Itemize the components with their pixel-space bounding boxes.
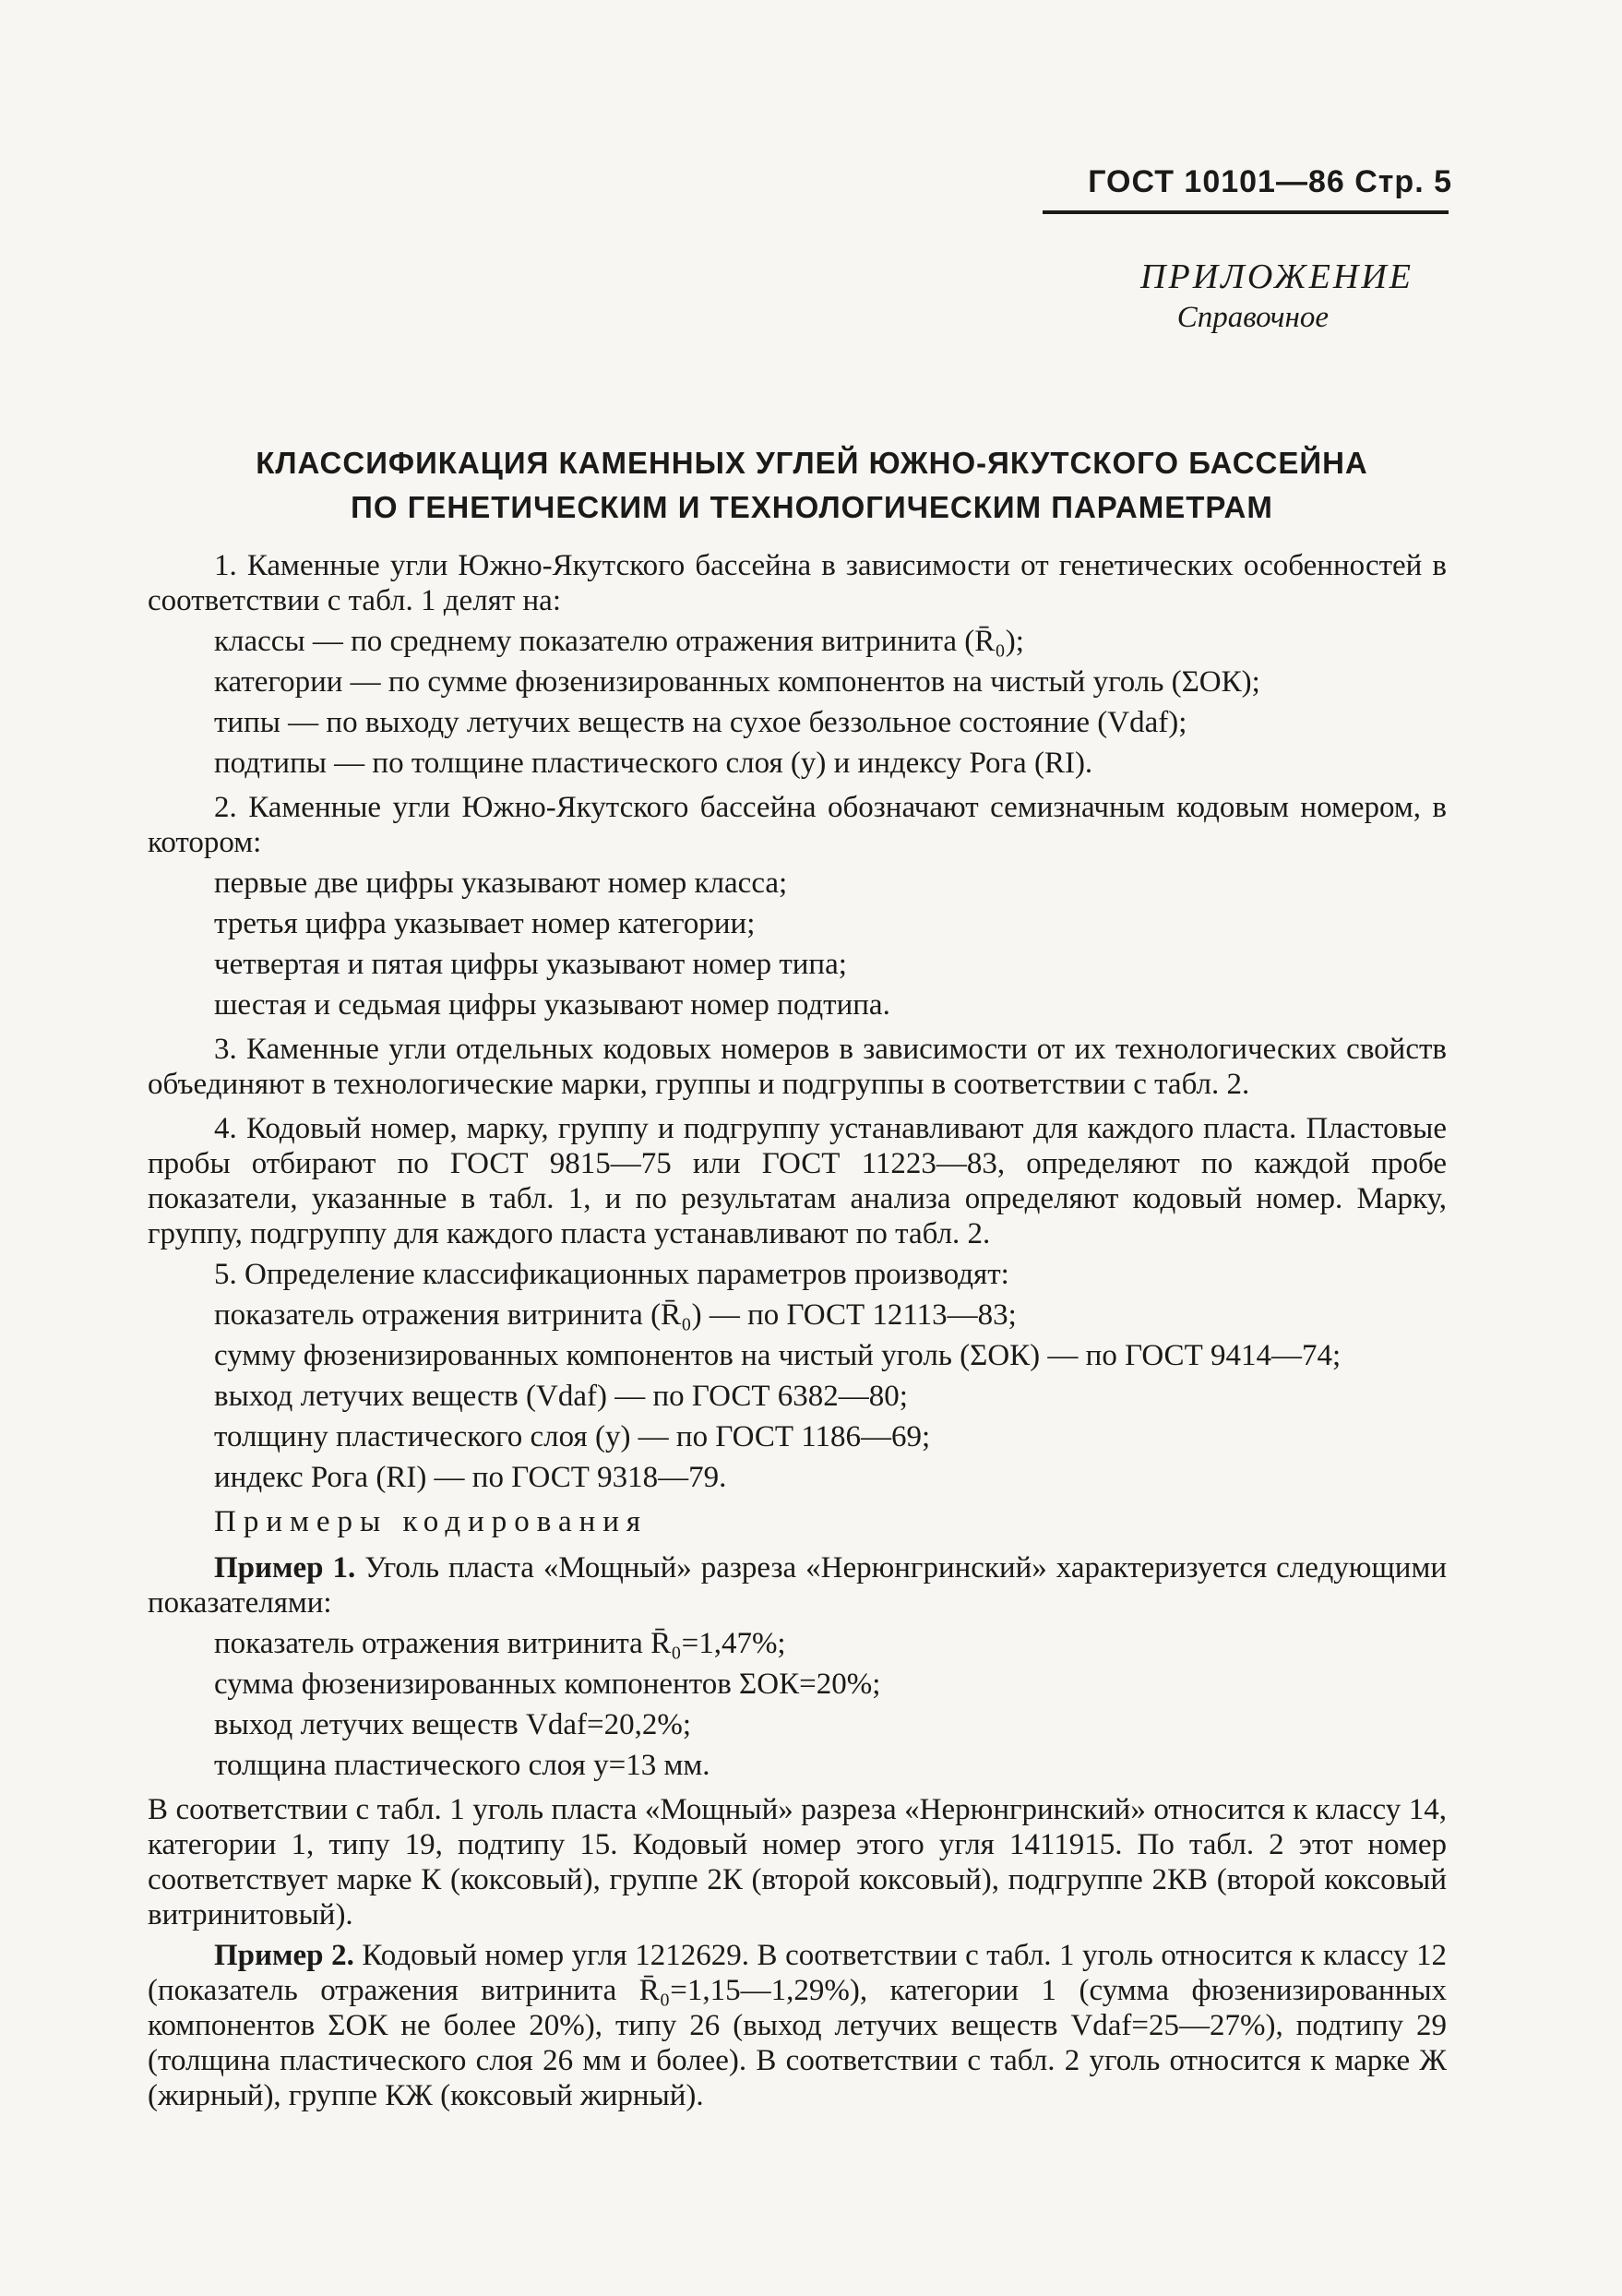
section-1-intro: 1. Каменные угли Южно-Якутского бассейна в зависимости от генетических особенностей в соответствии с табл. 1 делят на: (148, 549, 1447, 617)
appendix-label: ПРИЛОЖЕНИЕ (1140, 257, 1413, 296)
example-1-intro-text: Уголь пласта «Мощный» разреза «Нерюнгринский» характеризуется следующими показателями: (148, 1551, 1448, 1620)
document-title (148, 441, 1476, 530)
section-5-item: показатель отражения витринита (R̄₀) — по ГОСТ 12113—83; (214, 1298, 1017, 1332)
example-2-text: Кодовый номер угля 1212629. В соответствии с табл. 1 уголь относится к классу 12 (показатель отражения витринита R̄₀=1,15—1,29%), категории 1 (сумма фюзенизированных компонентов ΣОК не более 20%), типу 26 (выход летучих веществ Vdaf=25—27%), подтипу 29 (толщина пластического слоя 26 мм и более). В соответствии с табл. 2 уголь относится к марке Ж (жирный), группе КЖ (коксовый жирный). (148, 1939, 1448, 2112)
examples-heading: Примеры кодирования (214, 1505, 649, 1538)
section-5-intro: 5. Определение классификационных параметров производят: (214, 1258, 1009, 1291)
section-1-item: подтипы — по толщине пластического слоя (y) и индексу Рога (RI). (214, 747, 1093, 780)
example-1-intro (148, 1550, 1447, 1620)
title-line-2: ПО ГЕНЕТИЧЕСКИМ И ТЕХНОЛОГИЧЕСКИМ ПАРАМЕТРАМ (351, 490, 1273, 524)
section-5-item: сумму фюзенизированных компонентов на чистый уголь (ΣОК) — по ГОСТ 9414—74; (214, 1339, 1342, 1372)
example-1-item: выход летучих веществ Vdaf=20,2%; (214, 1708, 691, 1741)
page-header: ГОСТ 10101—86 Стр. 5 (1088, 164, 1452, 199)
example-1-label: Пример 1. (214, 1551, 356, 1584)
section-5-item: толщину пластического слоя (y) — по ГОСТ 1186—69; (214, 1420, 931, 1453)
section-2-intro: 2. Каменные угли Южно-Якутского бассейна обозначают семизначным кодовым номером, в котором: (148, 791, 1447, 859)
document-body (148, 548, 1447, 2119)
section-5-item: выход летучих веществ (Vdaf) — по ГОСТ 6382—80; (214, 1380, 908, 1413)
appendix-note: Справочное (1176, 301, 1329, 334)
section-2-item: четвертая и пятая цифры указывают номер типа; (214, 948, 847, 981)
section-1-item: категории — по сумме фюзенизированных компонентов на чистый уголь (ΣОК); (214, 665, 1260, 699)
section-2-item: третья цифра указывает номер категории; (214, 907, 756, 940)
section-3-text: 3. Каменные угли отдельных кодовых номеров в зависимости от их технологических свойств объединяют в технологические марки, группы и подгруппы в соответствии с табл. 2. (148, 1033, 1447, 1101)
section-4-text: 4. Кодовый номер, марку, группу и подгруппу устанавливают для каждого пласта. Пластовые пробы отбирают по ГОСТ 9815—75 или ГОСТ 11223—83, определяют по каждой пробе показатели, указанные в табл. 1, и по результатам анализа определяют кодовый номер. Марку, группу, подгруппу для каждого пласта устанавливают по табл. 2. (148, 1112, 1447, 1250)
section-2-item: первые две цифры указывают номер класса; (214, 867, 788, 900)
example-2-label: Пример 2. (214, 1939, 354, 1972)
section-1-item: типы — по выходу летучих веществ на сухое беззольное состояние (Vdaf); (214, 706, 1187, 739)
example-1-conclusion: В соответствии с табл. 1 уголь пласта «Мощный» разреза «Нерюнгринский» относится к классу 14, категории 1, типу 19, подтипу 15. Кодовый номер этого угля 1411915. По табл. 2 этот номер соответствует марке К (коксовый), группе 2К (второй коксовый), подгруппе 2КВ (второй коксовый витринитовый). (148, 1793, 1447, 1931)
title-line-1: КЛАССИФИКАЦИЯ КАМЕННЫХ УГЛЕЙ ЮЖНО-ЯКУТСКОГО БАССЕЙНА (256, 446, 1368, 480)
section-1-item: классы — по среднему показателю отражения витринита (R̄₀); (214, 625, 1024, 658)
example-1-item: показатель отражения витринита R̄₀=1,47%; (214, 1627, 786, 1660)
example-2 (148, 1938, 1447, 2113)
section-5-item: индекс Рога (RI) — по ГОСТ 9318—79. (214, 1461, 727, 1494)
section-2-item: шестая и седьмая цифры указывают номер подтипа. (214, 988, 890, 1022)
example-1-item: сумма фюзенизированных компонентов ΣОК=20%; (214, 1668, 881, 1701)
header-rule (1043, 210, 1449, 214)
example-1-item: толщина пластического слоя y=13 мм. (214, 1749, 710, 1782)
